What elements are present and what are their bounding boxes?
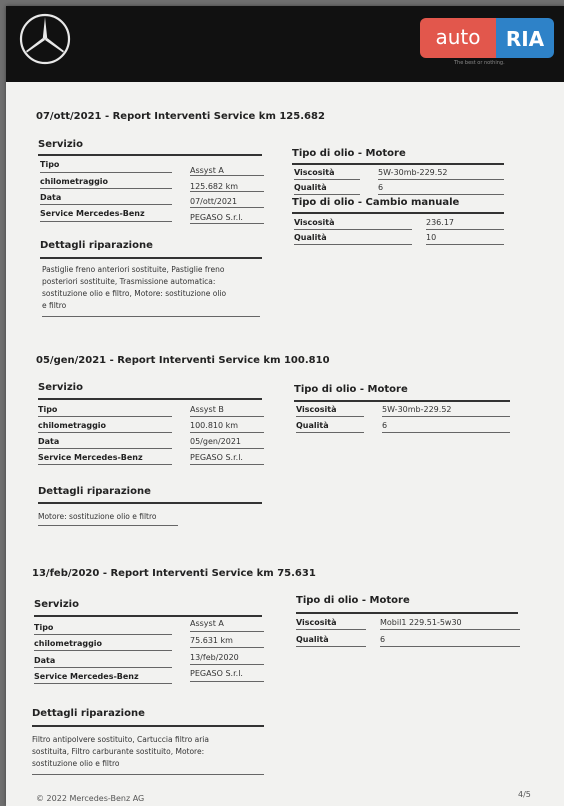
dettagli-heading: Dettagli riparazione bbox=[40, 240, 153, 251]
servizio-heading: Servizio bbox=[38, 382, 83, 393]
row-value-tipo: Assyst A bbox=[190, 166, 224, 175]
row-line bbox=[296, 432, 364, 433]
section-rule bbox=[292, 163, 504, 165]
oil-value-viscosita: 5W-30mb-229.52 bbox=[378, 168, 448, 177]
row-line bbox=[378, 179, 504, 180]
oil-heading: Tipo di olio - Motore bbox=[292, 148, 406, 159]
row-line bbox=[380, 629, 520, 630]
row-value-data: 05/gen/2021 bbox=[190, 437, 241, 446]
report-title: 05/gen/2021 - Report Interventi Service km 100.810 bbox=[36, 355, 330, 366]
row-label-tipo: Tipo bbox=[38, 405, 58, 414]
oil-value-viscosita: Mobil1 229.51-5w30 bbox=[380, 618, 462, 627]
oil2-label-qualita: Qualità bbox=[294, 233, 327, 242]
row-line bbox=[34, 650, 172, 651]
row-line bbox=[294, 179, 360, 180]
section-rule bbox=[32, 725, 264, 727]
row-line bbox=[40, 172, 172, 173]
row-line bbox=[34, 634, 172, 635]
dettagli-line: sostituzione olio e filtro bbox=[32, 759, 120, 768]
dettagli-line: e filtro bbox=[42, 301, 67, 310]
row-value-service: PEGASO S.r.l. bbox=[190, 453, 243, 462]
dettagli-line: sostituzione olio e filtro, Motore: sostituzione olio bbox=[42, 289, 227, 298]
dettagli-line: posteriori sostituite, Trasmissione automatica: bbox=[42, 277, 216, 286]
row-line bbox=[296, 416, 364, 417]
row-value-chilometraggio: 100.810 km bbox=[190, 421, 239, 430]
row-line bbox=[190, 175, 264, 176]
row-line bbox=[296, 629, 366, 630]
row-line bbox=[190, 464, 264, 465]
row-line bbox=[190, 448, 264, 449]
row-label-data: Data bbox=[40, 193, 62, 202]
row-label-service: Service Mercedes-Benz bbox=[34, 672, 139, 681]
dettagli-line: Filtro antipolvere sostituito, Cartuccia filtro aria bbox=[32, 735, 209, 744]
section-rule bbox=[40, 257, 262, 259]
row-label-chilometraggio: chilometraggio bbox=[34, 639, 103, 648]
section-rule bbox=[294, 400, 510, 402]
section-rule bbox=[292, 212, 504, 214]
watermark-auto: auto bbox=[420, 18, 496, 58]
oil-label-viscosita: Viscosità bbox=[294, 168, 335, 177]
footer-page-number: 4/5 bbox=[518, 790, 531, 799]
row-line bbox=[294, 244, 412, 245]
row-label-data: Data bbox=[34, 656, 56, 665]
servizio-heading: Servizio bbox=[34, 599, 79, 610]
section-rule bbox=[34, 615, 262, 617]
row-value-data: 07/ott/2021 bbox=[190, 197, 238, 206]
row-line bbox=[294, 229, 412, 230]
oil-value-viscosita: 5W-30mb-229.52 bbox=[382, 405, 452, 414]
report-title: 13/feb/2020 - Report Interventi Service km 75.631 bbox=[32, 568, 316, 579]
row-line bbox=[38, 448, 172, 449]
oil-value-qualita: 6 bbox=[382, 421, 388, 430]
row-value-tipo: Assyst A bbox=[190, 619, 224, 628]
row-line bbox=[34, 667, 172, 668]
mercedes-star-logo-icon bbox=[18, 12, 72, 66]
section-rule bbox=[38, 154, 262, 156]
dettagli-line: Motore: sostituzione olio e filtro bbox=[38, 512, 157, 521]
row-line bbox=[382, 416, 510, 417]
row-line bbox=[42, 316, 260, 317]
row-value-data: 13/feb/2020 bbox=[190, 653, 239, 662]
row-label-service: Service Mercedes-Benz bbox=[38, 453, 143, 462]
oil-label-viscosita: Viscosità bbox=[296, 405, 337, 414]
row-value-tipo: Assyst B bbox=[190, 405, 224, 414]
row-line bbox=[190, 191, 264, 192]
report-title: 07/ott/2021 - Report Interventi Service km 125.682 bbox=[36, 111, 325, 122]
section-rule bbox=[296, 612, 518, 614]
row-line bbox=[38, 525, 178, 526]
oil-heading: Tipo di olio - Motore bbox=[294, 384, 408, 395]
dettagli-heading: Dettagli riparazione bbox=[38, 486, 151, 497]
row-value-service: PEGASO S.r.l. bbox=[190, 213, 243, 222]
brand-slogan: The best or nothing. bbox=[454, 60, 505, 66]
servizio-heading: Servizio bbox=[38, 139, 83, 150]
row-label-service: Service Mercedes-Benz bbox=[40, 209, 145, 218]
dettagli-text bbox=[42, 264, 262, 312]
row-line bbox=[426, 244, 504, 245]
header-band bbox=[6, 6, 564, 82]
row-line bbox=[38, 416, 172, 417]
dettagli-text bbox=[32, 734, 260, 770]
row-line bbox=[40, 204, 172, 205]
row-line bbox=[190, 647, 264, 648]
row-label-chilometraggio: chilometraggio bbox=[40, 177, 109, 186]
oil2-value-viscosita: 236.17 bbox=[426, 218, 454, 227]
row-line bbox=[38, 432, 172, 433]
oil-label-qualita: Qualità bbox=[296, 421, 329, 430]
oil-value-qualita: 6 bbox=[378, 183, 384, 192]
row-line bbox=[190, 631, 264, 632]
oil-label-qualita: Qualità bbox=[294, 183, 327, 192]
document-page bbox=[6, 6, 564, 806]
row-line bbox=[40, 221, 172, 222]
row-value-chilometraggio: 125.682 km bbox=[190, 182, 239, 191]
dettagli-text bbox=[38, 511, 258, 523]
row-line bbox=[378, 194, 504, 195]
row-line bbox=[190, 207, 264, 208]
row-line bbox=[190, 432, 264, 433]
row-line bbox=[190, 223, 264, 224]
oil-heading: Tipo di olio - Motore bbox=[296, 595, 410, 606]
dettagli-heading: Dettagli riparazione bbox=[32, 708, 145, 719]
section-rule bbox=[38, 502, 262, 504]
row-label-chilometraggio: chilometraggio bbox=[38, 421, 107, 430]
row-line bbox=[38, 464, 172, 465]
oil2-value-qualita: 10 bbox=[426, 233, 437, 242]
row-label-data: Data bbox=[38, 437, 60, 446]
row-label-tipo: Tipo bbox=[40, 160, 60, 169]
section-rule bbox=[38, 398, 262, 400]
row-line bbox=[190, 416, 264, 417]
footer-copyright: © 2022 Mercedes-Benz AG bbox=[36, 794, 145, 803]
row-label-tipo: Tipo bbox=[34, 623, 54, 632]
row-line bbox=[296, 646, 366, 647]
row-value-chilometraggio: 75.631 km bbox=[190, 636, 233, 645]
oil2-heading: Tipo di olio - Cambio manuale bbox=[292, 197, 460, 208]
dettagli-line: Pastiglie freno anteriori sostituite, Pastiglie freno bbox=[42, 265, 225, 274]
oil-label-viscosita: Viscosità bbox=[296, 618, 337, 627]
row-line bbox=[190, 664, 264, 665]
oil2-label-viscosita: Viscosità bbox=[294, 218, 335, 227]
row-line bbox=[294, 194, 360, 195]
row-value-service: PEGASO S.r.l. bbox=[190, 669, 243, 678]
oil-value-qualita: 6 bbox=[380, 635, 386, 644]
dettagli-line: sostituita, Filtro carburante sostituito, Motore: bbox=[32, 747, 205, 756]
row-line bbox=[32, 774, 264, 775]
row-line bbox=[380, 646, 520, 647]
row-line bbox=[426, 229, 504, 230]
row-line bbox=[382, 432, 510, 433]
watermark-ria: RIA bbox=[496, 18, 554, 58]
autoria-watermark bbox=[420, 18, 558, 58]
oil-label-qualita: Qualità bbox=[296, 635, 329, 644]
row-line bbox=[190, 681, 264, 682]
row-line bbox=[34, 683, 172, 684]
row-line bbox=[40, 188, 172, 189]
